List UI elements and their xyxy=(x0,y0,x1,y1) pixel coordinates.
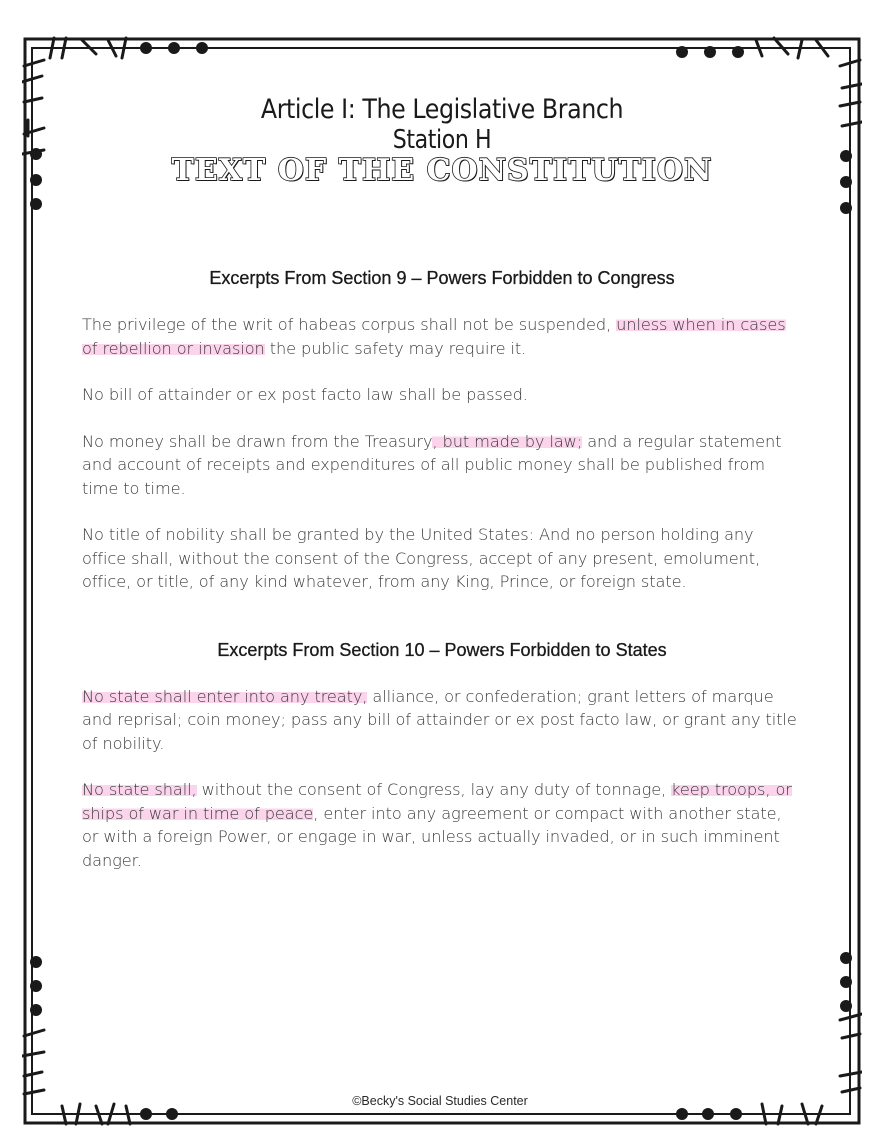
section-9-paragraph-4: No title of nobility shall be granted by the United States: And no person holding any office shall, without the consent of the Congress, accept of any present, emolument, office, or title, of any kind whatever, from any King, Prince, or foreign state. xyxy=(82,525,761,591)
section-9-heading: Excerpts From Section 9 – Powers Forbidden to Congress xyxy=(209,268,675,288)
page-subtitle: TEXT OF THE CONSTITUTION xyxy=(171,153,713,188)
section-9-paragraph-2: No bill of attainder or ex post facto law shall be passed. xyxy=(82,385,528,404)
page-title: Article I: The Legislative Branch xyxy=(260,94,624,125)
highlighted-text: No state shall, xyxy=(82,780,197,799)
highlighted-text: , but made by law; xyxy=(432,431,583,451)
section-10-heading: Excerpts From Section 10 – Powers Forbidden to States xyxy=(217,639,667,660)
section-10-paragraph-2 xyxy=(82,778,802,872)
text-span: alliance, or confederation; grant letters of marque and reprisal; coin money; pass any bill of attainder or ex post facto law, or grant any title of nobility. xyxy=(82,686,797,753)
text-span: without the consent of Congress, lay any duty of tonnage, xyxy=(196,780,672,799)
section-10-paragraph-1 xyxy=(82,685,802,756)
highlighted-text: No state shall enter into any treaty, xyxy=(82,686,368,706)
document-content xyxy=(82,90,802,872)
copyright-footer: ©Becky's Social Studies Center xyxy=(352,1094,528,1108)
text-span: The privilege of the writ of habeas corpus shall not be suspended, xyxy=(82,315,617,334)
highlighted-text: keep troops, or ships of war in time of peace xyxy=(82,780,792,823)
section-9-paragraph-3 xyxy=(82,430,802,501)
text-span: , enter into any agreement or compact with another state, or with a foreign Power, or engage in war, unless actually invaded, or in such imminent danger. xyxy=(82,803,782,870)
text-span: the public safety may require it. xyxy=(264,338,527,358)
station-label: Station H xyxy=(392,125,492,155)
section-9-paragraph-1 xyxy=(82,313,802,360)
highlighted-text: unless when in cases of rebellion or invasion xyxy=(82,315,786,358)
text-span: and a regular statement and account of receipts and expenditures of all public money shall be published from time to time. xyxy=(82,431,782,498)
text-span: No money shall be drawn from the Treasury xyxy=(82,431,433,451)
